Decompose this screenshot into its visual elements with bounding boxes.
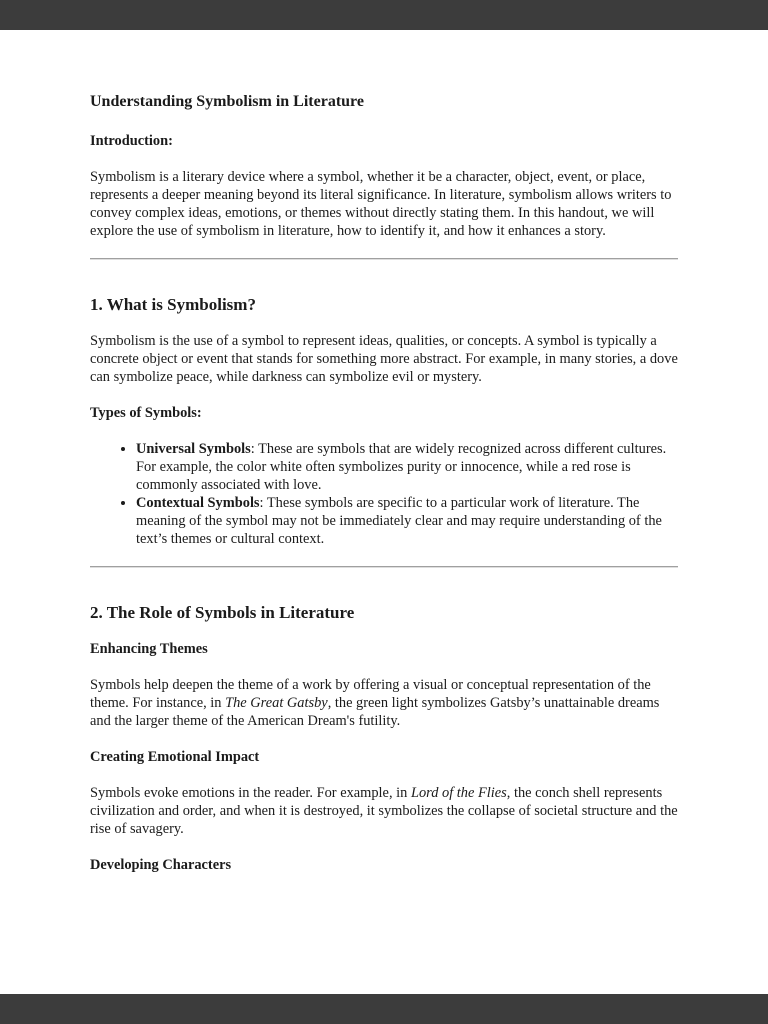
enhancing-themes-paragraph: Symbols help deepen the theme of a work by offering a visual or conceptual representation of the theme. For instance, in The Great Gatsby, the green light symbolizes Gatsby’s unattainable dreams and the larger theme of the American Dream's futility.: [90, 677, 660, 729]
document-title: Understanding Symbolism in Literature: [90, 93, 364, 110]
creating-emotional-impact-paragraph: Symbols evoke emotions in the reader. For example, in Lord of the Flies, the conch shell represents civilization and order, and when it is destroyed, it symbolizes the collapse of societal structure and the rise of savagery.: [90, 785, 678, 837]
section1-heading: 1. What is Symbolism?: [90, 295, 256, 314]
document-page: [0, 30, 768, 994]
creating-emotional-impact-heading: Creating Emotional Impact: [90, 749, 260, 765]
section-divider: [90, 566, 678, 568]
list-item-universal-symbols: • Universal Symbols: These are symbols that are widely recognized across different cultures. For example, the color white often symbolizes purity or innocence, while a red rose is commonly associated with love.: [136, 440, 678, 494]
symbol-types-list: [90, 440, 678, 548]
viewer-top-chrome-bar: [0, 0, 768, 30]
intro-paragraph: Symbolism is a literary device where a symbol, whether it be a character, object, event, or place, represents a deeper meaning beyond its literal significance. In literature, symbolism allows writers to convey complex ideas, emotions, or themes without directly stating them. In this handout, we will explore the use of symbolism in literature, how to identify it, and how it enhances a story.: [90, 169, 672, 239]
types-of-symbols-heading: Types of Symbols:: [90, 405, 202, 421]
developing-characters-heading: Developing Characters: [90, 857, 232, 873]
intro-heading: Introduction:: [90, 133, 173, 149]
section-divider: [90, 258, 678, 260]
enhancing-themes-heading: Enhancing Themes: [90, 641, 208, 657]
section2-heading: 2. The Role of Symbols in Literature: [90, 603, 355, 622]
section1-paragraph: Symbolism is the use of a symbol to represent ideas, qualities, or concepts. A symbol is typically a concrete object or event that stands for something more abstract. For example, in many stories, a dove can symbolize peace, while darkness can symbolize evil or mystery.: [90, 333, 678, 385]
viewer-bottom-chrome-bar: [0, 994, 768, 1024]
list-item-contextual-symbols: • Contextual Symbols: These symbols are specific to a particular work of literature. The meaning of the symbol may not be immediately clear and may require understanding of the text’s themes or cultural context.: [136, 494, 678, 548]
